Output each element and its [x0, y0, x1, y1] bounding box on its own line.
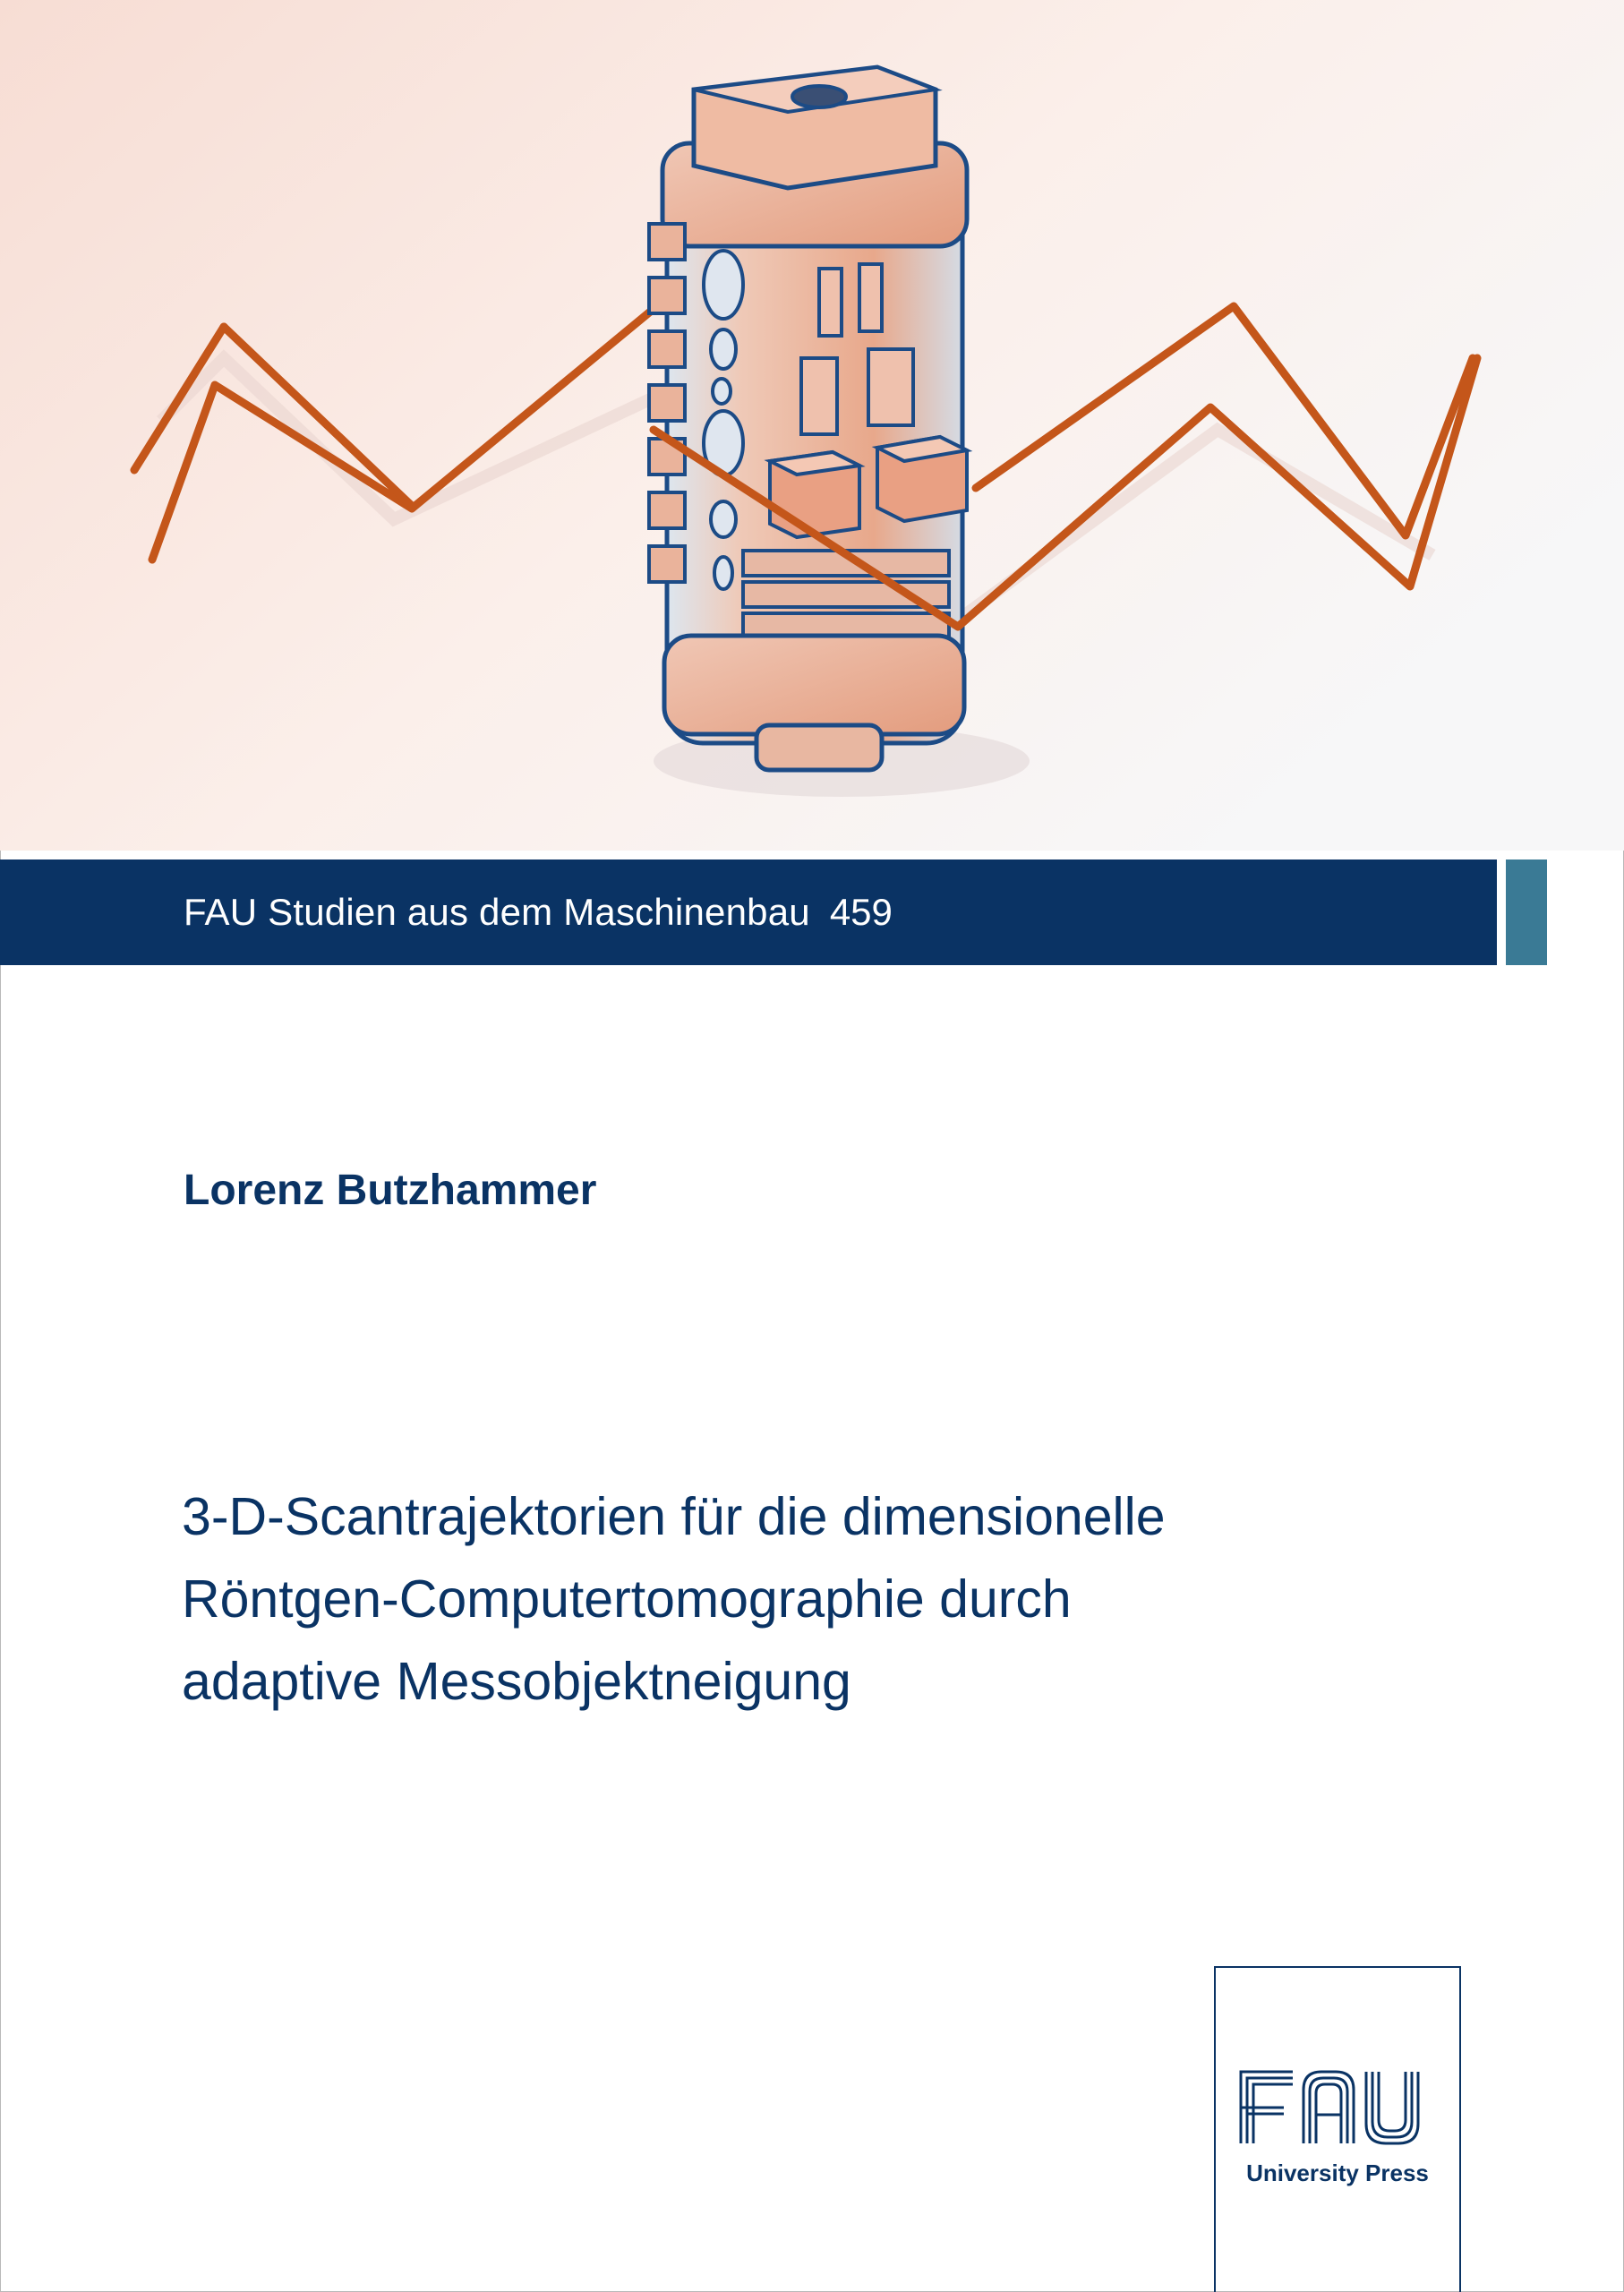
series-band [0, 860, 1497, 965]
title-line-1: 3-D-Scantrajektorien für die dimensionelle [182, 1487, 1166, 1546]
title-line-2: Röntgen-Computertomographie durch [182, 1569, 1072, 1629]
series-title: FAU Studien aus dem Maschinenbau [184, 891, 810, 933]
ct-part-drawing [649, 67, 967, 770]
publisher-logo [1214, 1966, 1461, 2292]
cover-illustration [0, 0, 1624, 851]
series-accent-bar [1506, 860, 1547, 965]
publisher-name: University Press [1246, 2159, 1429, 2186]
fau-logo-mark [1237, 2068, 1441, 2151]
series-number: 459 [829, 891, 893, 933]
title-line-3: adaptive Messobjektneigung [182, 1652, 851, 1711]
author-name: Lorenz Butzhammer [184, 1167, 597, 1214]
book-title [182, 1475, 1507, 1723]
